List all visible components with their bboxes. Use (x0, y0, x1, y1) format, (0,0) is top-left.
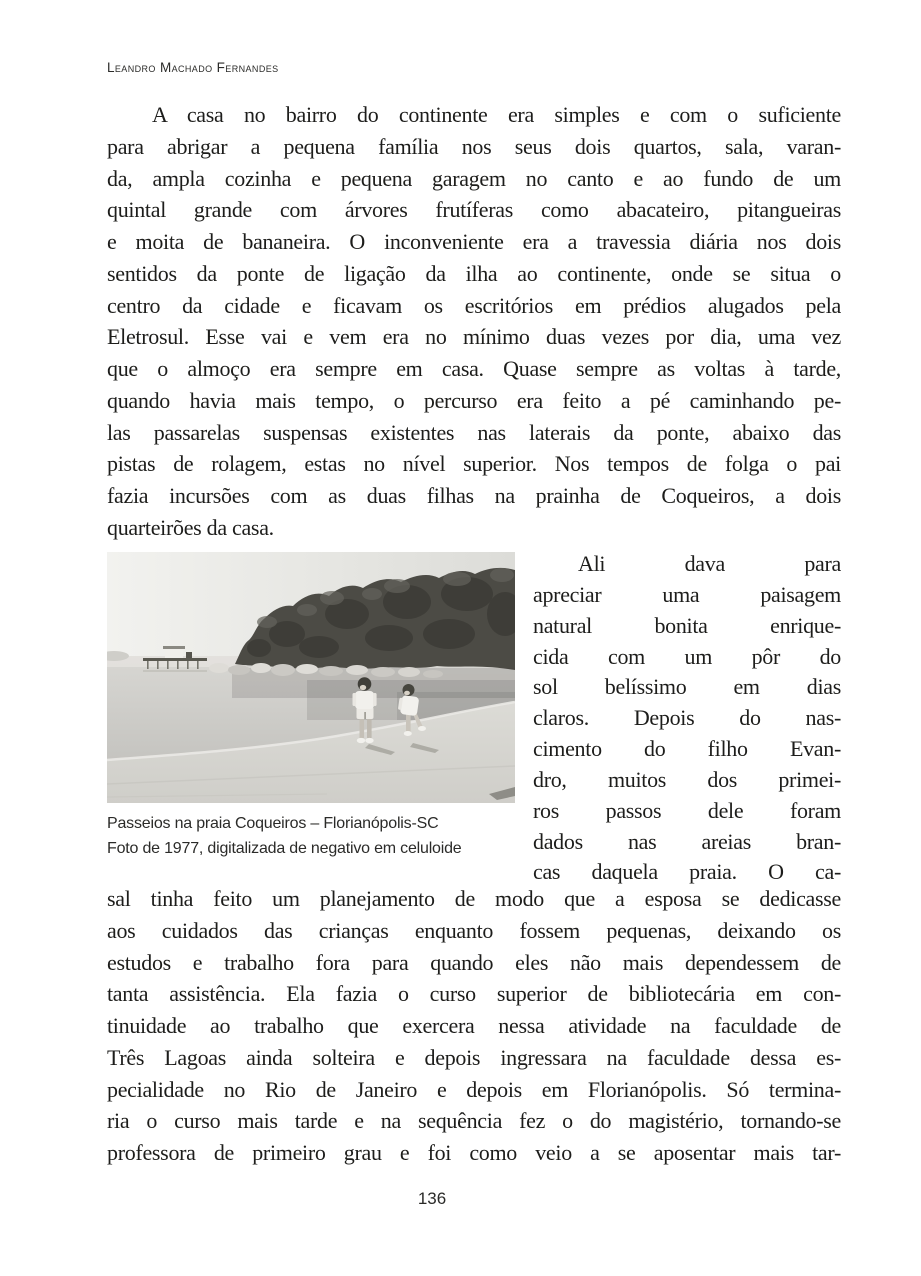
beach-photo (107, 552, 515, 803)
text-line: cida com um pôr do (533, 643, 841, 669)
photo-caption-line2: Foto de 1977, digitalizada de negativo em celuloide (107, 840, 462, 857)
text-line: cas daquela praia. O ca- (533, 859, 841, 885)
text-line: e moita de bananeira. O inconveniente era a travessia diária nos dois (107, 229, 841, 254)
photo-caption-line1: Passeios na praia Coqueiros – Florianópolis-SC (107, 815, 439, 832)
running-header-author: Leandro Machado Fernandes (107, 60, 279, 75)
text-line: tanta assistência. Ela fazia o curso superior de bibliotecária em con- (107, 981, 841, 1007)
text-line: estudos e trabalho fora para quando eles não mais dependessem de (107, 949, 841, 975)
text-line: ria o curso mais tarde e na sequência fez o do magistério, tornando-se (107, 1108, 841, 1134)
paragraph-2-fullwidth (107, 883, 841, 1169)
text-line: quarteirões da casa. (107, 514, 274, 540)
text-line: centro da cidade e ficavam os escritórios em prédios alugados pela (107, 292, 841, 318)
text-line: A casa no bairro do continente era simples e com o suficiente (152, 102, 841, 127)
photo-caption (107, 811, 515, 861)
text-line: fazia incursões com as duas filhas na prainha de Coqueiros, a dois (107, 483, 841, 508)
text-line: cimento do filho Evan- (533, 736, 841, 762)
text-line: tinuidade ao trabalho que exercera nessa atividade na faculdade de (107, 1013, 841, 1038)
text-line: quintal grande com árvores frutíferas como abacateiro, pitangueiras (107, 197, 841, 223)
text-line: sol belíssimo em dias (533, 674, 841, 700)
text-line: Eletrosul. Esse vai e vem era no mínimo duas vezes por dia, uma vez (107, 324, 841, 350)
page-number: 136 (417, 1189, 447, 1208)
text-line: claros. Depois do nas- (533, 705, 841, 731)
text-line: que o almoço era sempre em casa. Quase sempre as voltas à tarde, (107, 356, 841, 381)
text-line: Ali dava para (578, 551, 841, 576)
paragraph-2-column (533, 549, 841, 888)
text-line: dro, muitos dos primei- (533, 766, 841, 792)
text-line: dados nas areias bran- (533, 828, 841, 854)
text-line: quando havia mais tempo, o percurso era feito a pé caminhando pe- (107, 387, 841, 413)
paragraph-1 (107, 99, 841, 544)
text-line: para abrigar a pequena família nos seus dois quartos, sala, varan- (107, 133, 841, 159)
text-line: Três Lagoas ainda solteira e depois ingressara na faculdade dessa es- (107, 1044, 841, 1070)
text-line: natural bonita enrique- (533, 612, 841, 638)
text-line: ros passos dele foram (533, 797, 841, 823)
beach-photo-figure (107, 552, 515, 861)
text-line: sentidos da ponte de ligação da ilha ao continente, onde se situa o (107, 260, 841, 286)
text-line: pistas de rolagem, estas no nível superior. Nos tempos de folga o pai (107, 451, 841, 477)
text-line: professora de primeiro grau e foi como veio a se aposentar mais tar- (107, 1140, 841, 1165)
text-line: pecialidade no Rio de Janeiro e depois em Florianópolis. Só termina- (107, 1076, 841, 1102)
text-line: las passarelas suspensas existentes nas laterais da ponte, abaixo das (107, 419, 841, 445)
text-line: apreciar uma paisagem (533, 581, 841, 607)
text-line: da, ampla cozinha e pequena garagem no canto e ao fundo de um (107, 165, 841, 191)
text-line: sal tinha feito um planejamento de modo que a esposa se dedicasse (107, 886, 841, 911)
text-line: aos cuidados das crianças enquanto fossem pequenas, deixando os (107, 917, 841, 943)
